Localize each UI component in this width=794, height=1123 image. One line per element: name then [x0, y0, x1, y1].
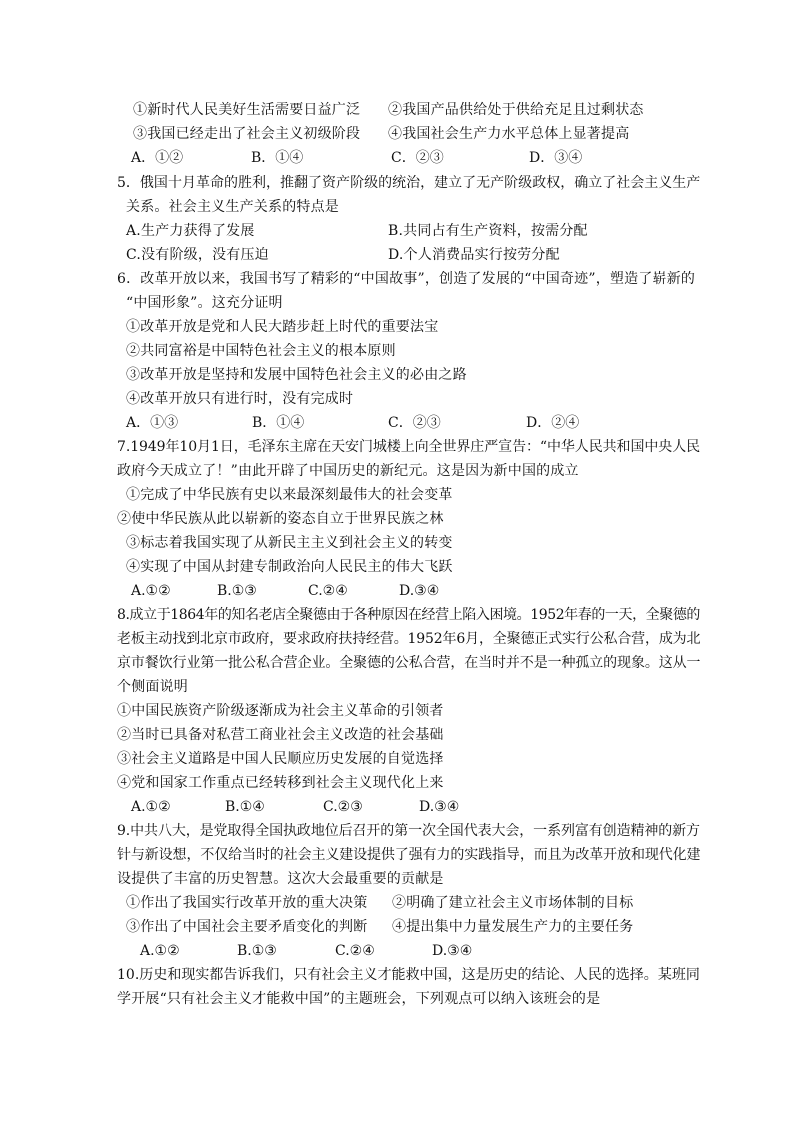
q8-item-4: ④党和国家工作重点已经转移到社会主义现代化上来: [117, 775, 444, 791]
q5-stem-line-2: 关系。社会主义生产关系的特点是: [126, 199, 339, 215]
q6-stem-line-2: “中国形象”。这充分证明: [126, 295, 283, 311]
q7-option-d: D.③④: [399, 583, 440, 599]
q9-option-b: B.①③: [237, 943, 277, 959]
q4-option-b: B．①④: [251, 150, 304, 166]
q9-item-2: ②明确了建立社会主义市场体制的目标: [392, 895, 634, 911]
q8-item-3: ③社会主义道路是中国人民顺应历史发展的自觉选择: [117, 751, 444, 767]
q6-option-c: C．②③: [388, 415, 441, 431]
q9-item-3: ③作出了中国社会主要矛盾变化的判断: [126, 919, 368, 935]
q4-option-a: A．①②: [131, 150, 184, 166]
q9-stem-line-1: 9.中共八大，是党取得全国执政地位后召开的第一次全国代表大会，一系列富有创造精神的新方: [117, 823, 700, 839]
q9-option-a: A.①②: [140, 943, 180, 959]
q9-option-d: D.③④: [432, 943, 473, 959]
q7-option-b: B.①③: [217, 583, 257, 599]
q6-option-d: D．②④: [526, 415, 580, 431]
q8-item-1: ①中国民族资产阶级逐渐成为社会主义革命的引领者: [117, 703, 444, 719]
q8-stem-line-2: 老板主动找到北京市政府，要求政府扶持经营。1952年6月，全聚德正式实行公私合营，成为北: [117, 631, 701, 647]
q8-item-2: ②当时已具备对私营工商业社会主义改造的社会基础: [117, 727, 444, 743]
q7-item-1: ①完成了中华民族有史以来最深刻最伟大的社会变革: [126, 487, 453, 503]
q5-option-a: A.生产力获得了发展: [126, 223, 255, 239]
q4-option-d: D．③④: [529, 150, 583, 166]
q9-stem-line-2: 针与新设想，不仅给当时的社会主义建设提供了强有力的实践指导，而且为改革开放和现代化建: [117, 847, 701, 863]
q8-stem-line-4: 个侧面说明: [117, 679, 188, 695]
q9-item-4: ④提出集中力量发展生产力的主要任务: [392, 919, 634, 935]
q6-stem-line-1: 6．改革开放以来，我国书写了精彩的“中国故事”，创造了发展的“中国奇迹”，塑造了崭新的: [117, 271, 696, 287]
q5-option-b: B.共同占有生产资料，按需分配: [388, 223, 588, 239]
q6-option-a: A．①③: [126, 415, 179, 431]
q7-option-a: A.①②: [131, 583, 171, 599]
q8-option-a: A.①②: [131, 799, 171, 815]
q7-item-4: ④实现了中国从封建专制政治向人民民主的伟大飞跃: [126, 559, 453, 575]
q9-stem-line-3: 设提供了丰富的历史智慧。这次大会最重要的贡献是: [117, 871, 444, 887]
q6-option-b: B．①④: [252, 415, 305, 431]
q8-stem-line-1: 8.成立于1864年的知名老店全聚德由于各种原因在经营上陷入困境。1952年春的一天，全聚德的: [117, 607, 701, 623]
q5-option-d: D.个人消费品实行按劳分配: [388, 247, 560, 263]
q6-item-2: ②共同富裕是中国特色社会主义的根本原则: [126, 343, 396, 359]
q4-item-4: ④我国社会生产力水平总体上显著提高: [388, 126, 630, 142]
q8-option-b: B.①④: [225, 799, 265, 815]
q6-item-1: ①改革开放是党和人民大踏步赶上时代的重要法宝: [126, 319, 439, 335]
q4-item-1: ①新时代人民美好生活需要日益广泛: [133, 102, 361, 118]
q7-item-3: ③标志着我国实现了从新民主主义到社会主义的转变: [126, 535, 453, 551]
q4-item-3: ③我国已经走出了社会主义初级阶段: [133, 126, 361, 142]
q8-stem-line-3: 京市餐饮行业第一批公私合营企业。全聚德的公私合营，在当时并不是一种孤立的现象。这从一: [117, 655, 701, 671]
q10-stem-line-2: 学开展“只有社会主义才能救中国”的主题班会，下列观点可以纳入该班会的是: [117, 991, 601, 1007]
q4-item-2: ②我国产品供给处于供给充足且过剩状态: [388, 102, 644, 118]
q7-option-c: C.②④: [308, 583, 348, 599]
q10-stem-line-1: 10.历史和现实都告诉我们，只有社会主义才能救中国，这是历史的结论、人民的选择。某班同: [117, 967, 700, 983]
q8-option-c: C.②③: [323, 799, 363, 815]
q7-item-2: ②使中华民族从此以崭新的姿态自立于世界民族之林: [117, 511, 444, 527]
q7-stem-line-2: 政府今天成立了！”由此开辟了中国历史的新纪元。这是因为新中国的成立: [117, 463, 579, 479]
q9-option-c: C.②④: [335, 943, 375, 959]
q6-item-4: ④改革开放只有进行时，没有完成时: [126, 391, 354, 407]
q5-option-c: C.没有阶级，没有压迫: [126, 247, 269, 263]
q5-stem-line-1: 5．俄国十月革命的胜利，推翻了资产阶级的统治，建立了无产阶级政权，确立了社会主义生产: [117, 175, 701, 191]
q9-item-1: ①作出了我国实行改革开放的重大决策: [126, 895, 368, 911]
q8-option-d: D.③④: [419, 799, 460, 815]
q4-option-c: C．②③: [391, 150, 444, 166]
q7-stem-line-1: 7.1949年10月1日，毛泽东主席在天安门城楼上向全世界庄严宣告：“中华人民共和国中央人民: [117, 439, 701, 455]
q6-item-3: ③改革开放是坚持和发展中国特色社会主义的必由之路: [126, 367, 467, 383]
